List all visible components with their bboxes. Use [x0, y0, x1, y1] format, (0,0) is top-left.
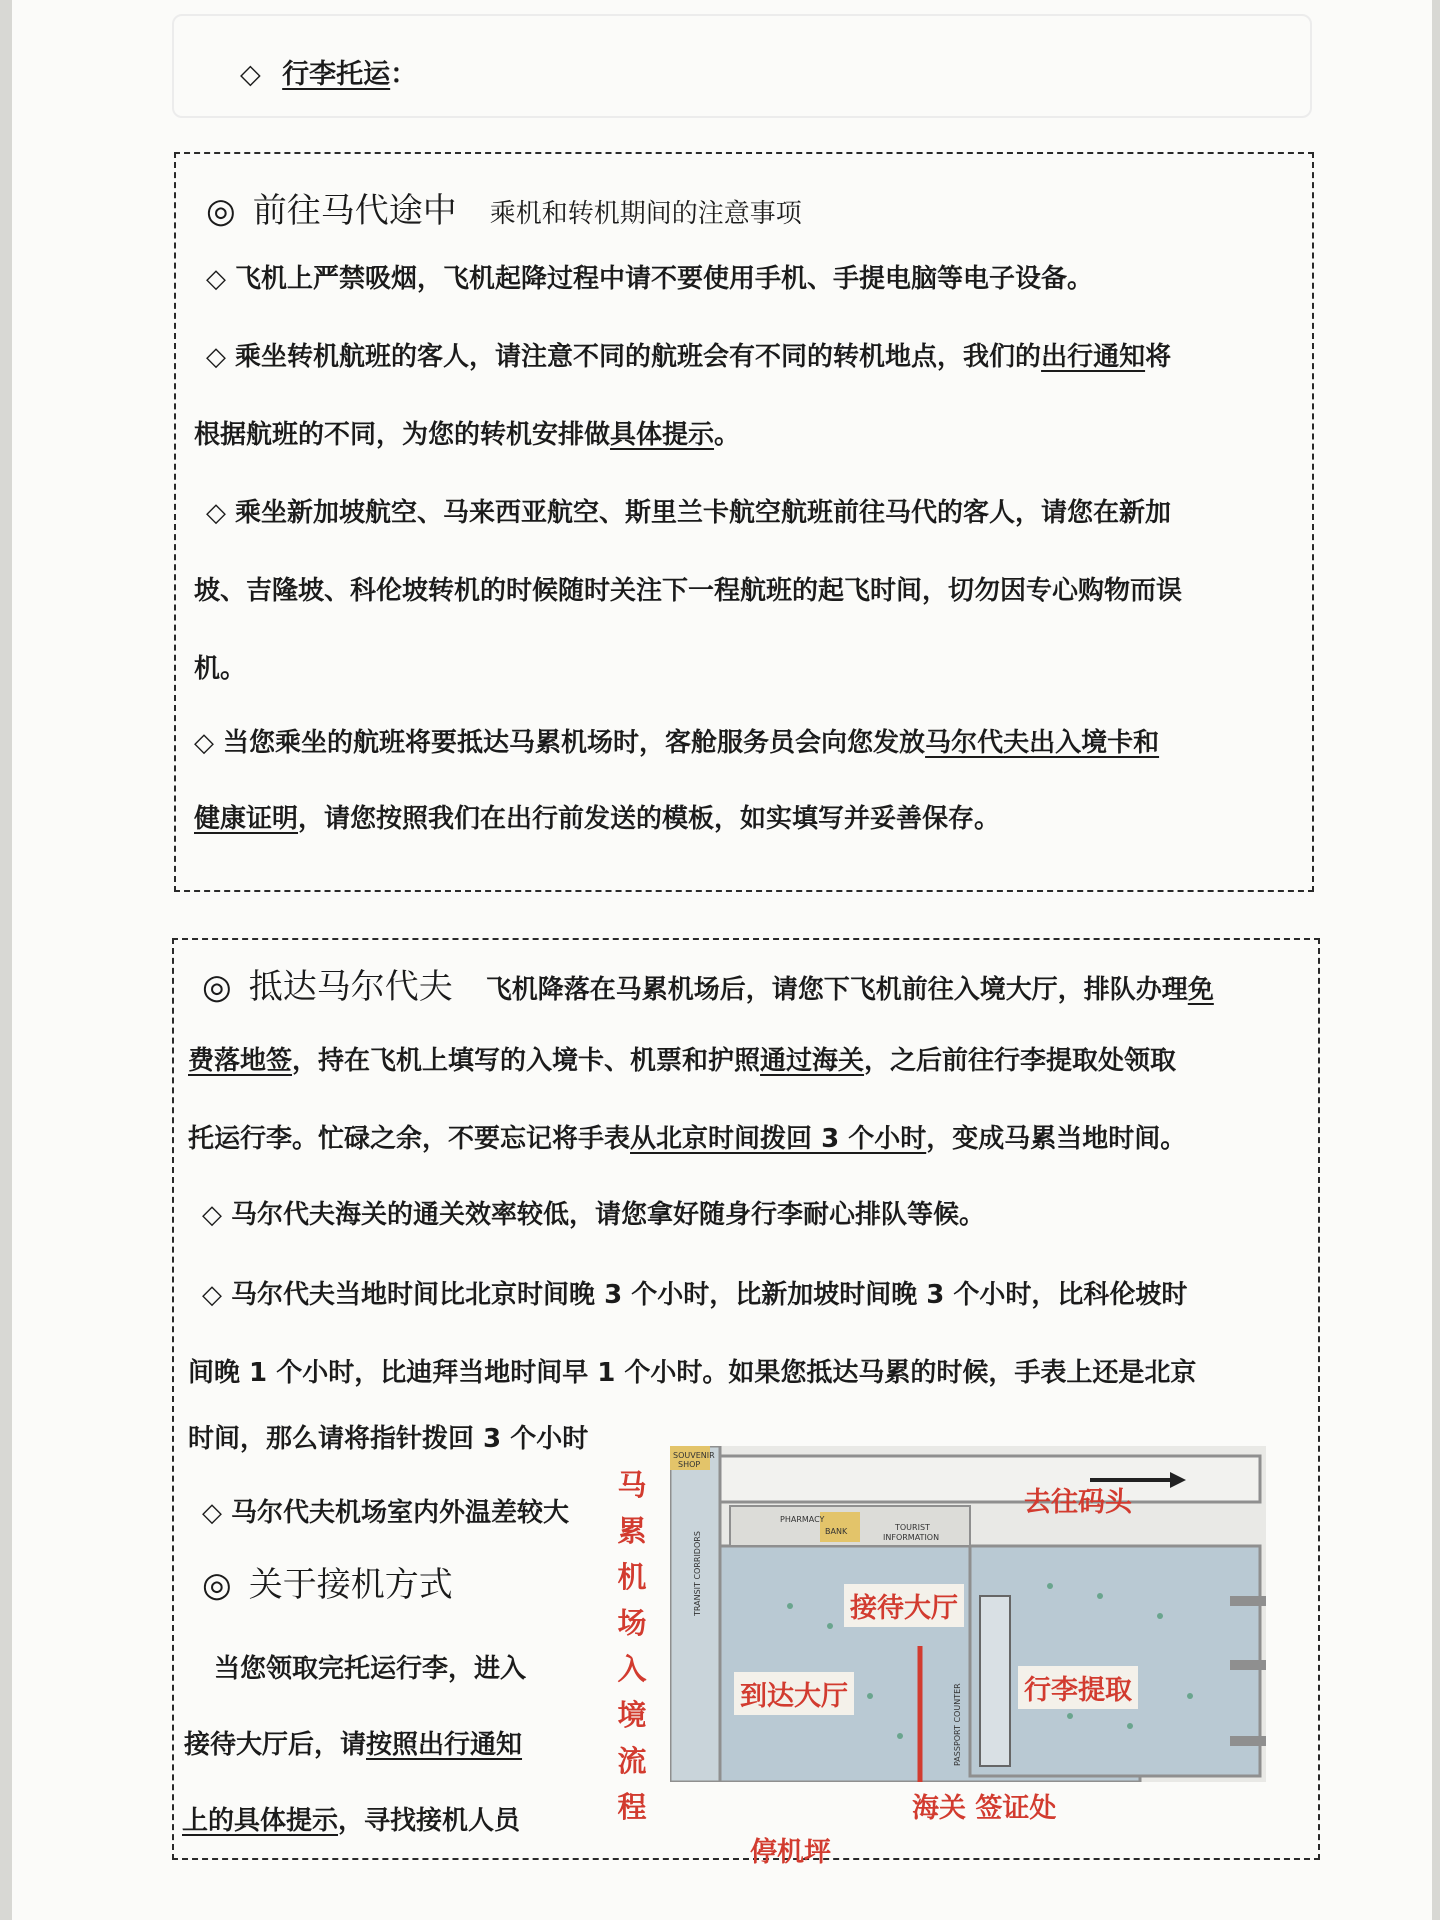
- travel-notice-link: 按照出行通知: [366, 1730, 523, 1760]
- passport-label: PASSPORT COUNTER: [953, 1683, 962, 1766]
- specific-tips-link: 上的具体提示: [182, 1806, 339, 1836]
- health-certificate-link: 健康证明: [194, 804, 299, 834]
- s1-paragraph-1: ◇ 飞机上严禁吸烟，飞机起降过程中请不要使用手机、手提电脑等电子设备。: [206, 264, 1094, 294]
- baggage-checkin-heading: [240, 52, 417, 91]
- s2-paragraph-1b: [188, 1044, 1176, 1078]
- s1-paragraph-4a: [194, 726, 1159, 760]
- tourist-label: TOURIST: [895, 1523, 930, 1532]
- free-visa-link: 免: [1187, 975, 1214, 1005]
- shop-label: SHOP: [678, 1460, 701, 1469]
- s1-paragraph-3b: 坡、吉隆坡、科伦坡转机的时候随时关注下一程航班的起飞时间，切勿因专心购物而误: [194, 576, 1183, 606]
- travel-notice-link: 出行通知: [1041, 342, 1146, 372]
- s1-paragraph-2a: [206, 340, 1171, 374]
- arrival-hall-label: 到达大厅: [734, 1672, 854, 1715]
- s2-paragraph-5a: 当您领取完托运行李，进入: [214, 1654, 527, 1684]
- s2-paragraph-4: ◇ 马尔代夫机场室内外温差较大: [202, 1498, 570, 1528]
- section1-heading: [206, 191, 802, 231]
- baggage-claim-label: 行李提取: [1018, 1666, 1138, 1709]
- section2-heading-line: [202, 967, 1214, 1007]
- colon: ：: [390, 59, 418, 90]
- pharmacy-label: PHARMACY: [780, 1515, 825, 1524]
- text: ，变成马累当地时间。: [926, 1124, 1187, 1154]
- bullet-diamond: ◇: [240, 59, 261, 90]
- text: 接待大厅后，请: [184, 1730, 367, 1760]
- transit-label: TRANSIT CORRIDORS: [693, 1531, 702, 1616]
- text: 飞机降落在马累机场后，请您下飞机前往入境大厅，排队办理: [485, 975, 1188, 1005]
- map-title-char: 场: [617, 1606, 647, 1640]
- section1-subtitle: 乘机和转机期间的注意事项: [489, 199, 802, 229]
- map-title-char: 累: [617, 1514, 647, 1548]
- apron-label: 停机坪: [750, 1837, 831, 1868]
- reception-hall-label: 接待大厅: [844, 1584, 964, 1627]
- text: 根据航班的不同，为您的转机安排做: [194, 420, 611, 450]
- section1-title: 前往马代途中: [252, 191, 457, 231]
- time-adjust-link: 从北京时间拨回 3 个小时: [630, 1124, 927, 1154]
- pickup-heading: [202, 1565, 453, 1605]
- s1-paragraph-4b: [194, 802, 1000, 836]
- s1-paragraph-3c: 机。: [194, 654, 247, 684]
- s2-paragraph-3c: 时间，那么请将指针拨回 3 个小时: [188, 1424, 589, 1454]
- circle-mark-icon: ◎: [202, 967, 232, 1007]
- s2-paragraph-5c: [182, 1804, 520, 1838]
- customs-visa-label: 海关 签证处: [912, 1793, 1057, 1824]
- airport-floor-plan: [670, 1446, 1266, 1782]
- text: ◇ 当您乘坐的航班将要抵达马累机场时，客舱服务员会向您发放: [194, 728, 926, 758]
- information-label: INFORMATION: [883, 1533, 940, 1542]
- map-title-char: 机: [617, 1560, 647, 1594]
- circle-mark-icon: ◎: [206, 191, 236, 231]
- map-title-char: 程: [617, 1790, 647, 1824]
- document-page: [12, 0, 1432, 1920]
- s2-paragraph-3b: 间晚 1 个小时，比迪拜当地时间早 1 个小时。如果您抵达马累的时候，手表上还是北京: [188, 1358, 1197, 1388]
- text: ，寻找接机人员: [338, 1806, 521, 1836]
- s2-paragraph-3a: ◇ 马尔代夫当地时间比北京时间晚 3 个小时，比新加坡时间晚 3 个小时，比科伦坡时: [202, 1280, 1188, 1310]
- text: ◇ 乘坐转机航班的客人，请注意不同的航班会有不同的转机地点，我们的: [206, 342, 1042, 372]
- text: 。: [714, 420, 741, 450]
- free-visa-link-cont: 费落地签: [188, 1046, 293, 1076]
- bank-label: BANK: [825, 1527, 848, 1536]
- map-title-char: 入: [617, 1652, 647, 1686]
- pickup-title: 关于接机方式: [248, 1565, 453, 1605]
- s1-paragraph-3a: ◇ 乘坐新加坡航空、马来西亚航空、斯里兰卡航空航班前往马代的客人，请您在新加: [206, 498, 1172, 528]
- text: 托运行李。忙碌之余，不要忘记将手表: [188, 1124, 631, 1154]
- map-vertical-title: [612, 1462, 652, 1830]
- text: ，持在飞机上填写的入境卡、机票和护照: [292, 1046, 761, 1076]
- circle-mark-icon: ◎: [202, 1565, 232, 1605]
- s2-paragraph-1c: [188, 1122, 1186, 1156]
- map-title-char: 境: [617, 1698, 647, 1732]
- s2-paragraph-5b: [184, 1728, 522, 1762]
- s1-paragraph-2b: [194, 418, 740, 452]
- s2-paragraph-2: ◇ 马尔代夫海关的通关效率较低，请您拿好随身行李耐心排队等候。: [202, 1200, 986, 1230]
- customs-link: 通过海关: [760, 1046, 865, 1076]
- specific-tips-link: 具体提示: [610, 420, 715, 450]
- entry-card-link: 马尔代夫出入境卡和: [925, 728, 1160, 758]
- text: ，请您按照我们在出行前发送的模板，如实填写并妥善保存。: [298, 804, 1001, 834]
- section2-title: 抵达马尔代夫: [248, 967, 453, 1007]
- map-title-char: 流: [617, 1744, 647, 1778]
- text: 将: [1145, 342, 1172, 372]
- to-dock-label: 去往码头: [1024, 1487, 1132, 1518]
- baggage-label: 行李托运: [282, 59, 391, 90]
- map-title-char: 马: [617, 1468, 647, 1502]
- souvenir-label: SOUVENIR: [673, 1451, 715, 1460]
- section-en-route: [174, 152, 1314, 892]
- text: ，之后前往行李提取处领取: [864, 1046, 1177, 1076]
